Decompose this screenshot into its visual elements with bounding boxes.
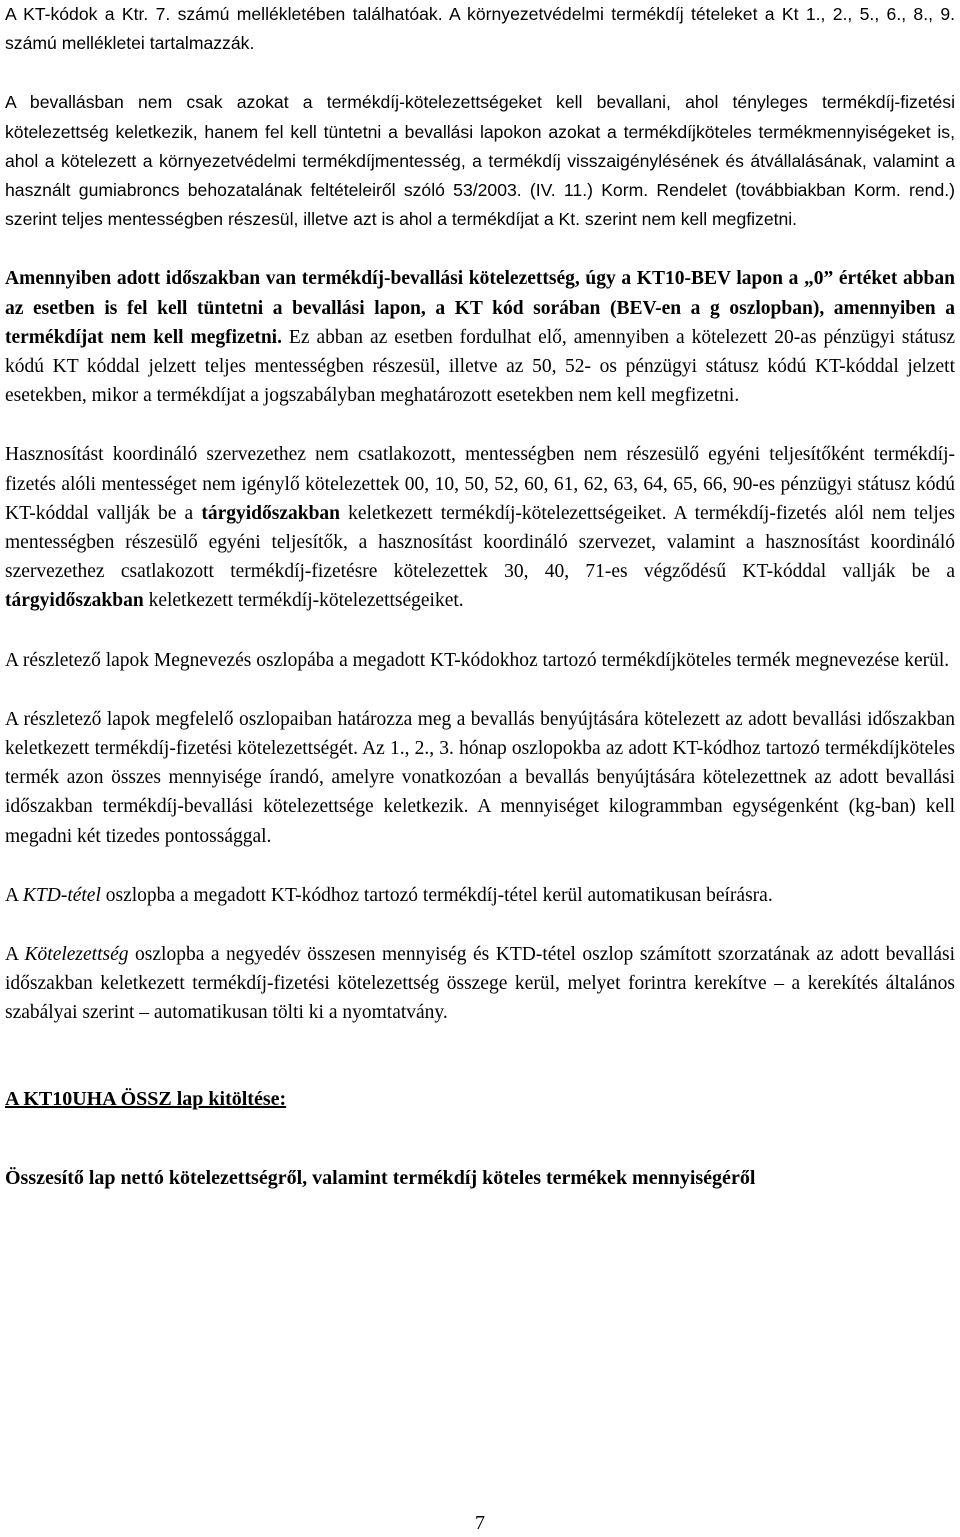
status-codes-text-3: keletkezett termékdíj-kötelezettségeiket. [143,590,464,612]
ktd-column-name: KTD-tétel [22,884,101,906]
paragraph-declaration-scope: A bevallásban nem csak azokat a termékdíj-kötelezettségeket kell bevallani, ahol tényleges termékdíj-fizetési kötelezettség keletkezik, hanem fel kell tüntetni a bevallási lapokon azokat a termékdíjköteles termékmennyiségeket is, ahol a kötelezett a környezetvédelmi termékdíjmentesség, a termékdíj visszaigénylésének és átvállalásának, valamint a használt gumiabroncs behozatalának feltételeiről szóló 53/2003. (IV. 11.) Korm. Rendelet (továbbiakban Korm. rend.) szerint teljes mentességben részesül, illetve azt is ahol a termékdíjat a Kt. szerint nem kell megfizetni. [5,92,955,230]
paragraph-ktd-column [5,881,955,910]
section-subheading: Összesítő lap nettó kötelezettségről, valamint termékdíj köteles termékek mennyiségéről [5,1166,756,1189]
status-codes-emphasis-2: tárgyidőszakban [5,590,144,612]
status-codes-text-1: Hasznosítást koordináló szervezethez nem csatlakozott, mentességben nem részesülő egyéni teljesítőként termékdíj-fizetés alóli mentességet nem igénylő kötelezettek 00, 10, 50, 52, 60, 61, 62, 63, 64, 65, 66, 90-es pénzügyi státusz kódú KT-kóddal vallják be a [5,444,955,524]
document-page [5,0,955,1193]
page-number: 7 [475,1512,485,1534]
status-codes-emphasis-1: tárgyidőszakban [201,502,341,524]
paragraph-name-column: A részletező lapok Megnevezés oszlopába a megadott KT-kódokhoz tartozó termékdíjköteles termék megnevezése kerül. [5,649,950,671]
section-heading: A KT10UHA ÖSSZ lap kitöltése: [5,1087,287,1110]
liability-text-2: oszlopba a negyedév összesen mennyiség és KTD-tétel oszlop számított szorzatának az adott bevallási időszakban keletkezett termékdíj-fizetési kötelezettség összege kerül, melyet forintra kerekítve – a kerekítés általános szabályai szerint – automatikusan tölti ki a nyomtatvány. [5,944,955,1024]
liability-column-name: Kötelezettség [24,944,129,966]
paragraph-quantity-columns: A részletező lapok megfelelő oszlopaiban határozza meg a bevallás benyújtására kötelezett az adott bevallási időszakban keletkezett termékdíj-fizetési kötelezettségét. Az 1., 2., 3. hónap oszlopokba az adott KT-kódhoz tartozó termékdíjköteles termék azon összes mennyisége írandó, amelyre vonatkozóan a bevallás benyújtására kötelezettnek az adott bevallási időszakban termékdíj-bevallási kötelezettsége keletkezik. A mennyiséget kilogrammban egységenként (kg-ban) kell megadni két tizedes pontossággal. [5,708,955,847]
zero-value-rule: Amennyiben adott időszakban van termékdíj-bevallási kötelezettség, úgy a KT10-BEV lapon a „0” értéket abban az esetben is fel kell tüntetni a bevallási lapon, a KT kód sorában (BEV-en a g oszlopban), amennyiben a termékdíjat nem kell megfizetni. [5,268,955,348]
ktd-text-1: A [5,884,23,906]
paragraph-kt-codes: A KT-kódok a Ktr. 7. számú mellékletében találhatóak. A környezetvédelmi termékdíj tételeket a Kt 1., 2., 5., 6., 8., 9. számú mellékletei tartalmazzák. [5,4,955,54]
paragraph-zero-value [5,264,955,410]
paragraph-status-codes [5,440,955,615]
ktd-text-2: oszlopba a megadott KT-kódhoz tartozó termékdíj-tétel kerül automatikusan beírásra. [100,884,773,906]
liability-text-1: A [5,944,25,966]
paragraph-liability-column [5,940,955,1028]
zero-value-explanation: Ez abban az esetben fordulhat elő, amennyiben a kötelezett 20-as pénzügyi státusz kódú KT kóddal jelzett teljes mentességben részesül, illetve az 50, 52- os pénzügyi státusz kódú KT-kóddal jelzett esetekben, mikor a termékdíjat a jogszabályban meghatározott esetekben nem kell megfizetni. [5,326,955,407]
status-codes-text-2: keletkezett termékdíj-kötelezettségeiket. A termékdíj-fizetés alól nem teljes mentességben részesülő egyéni teljesítők, a hasznosítást koordináló szervezet, valamint a hasznosítást koordináló szervezethez csatlakozott termékdíj-fizetésre kötelezettek 30, 40, 71-es végződésű KT-kóddal vallják be a [5,502,955,583]
